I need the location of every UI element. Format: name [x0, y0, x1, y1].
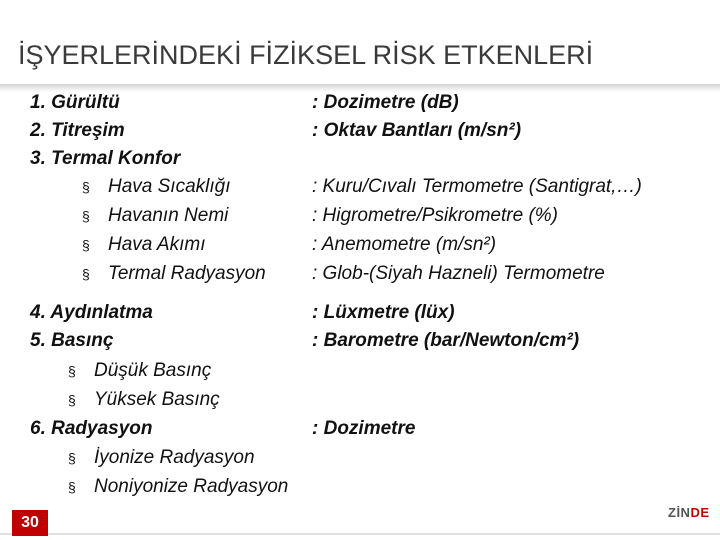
subitem-ionizing-radiation: § İyonize Radyasyon: [68, 447, 255, 468]
subitem-value-air-temperature: : Kuru/Cıvalı Termometre (Santigrat,…): [312, 176, 642, 197]
bullet-icon: §: [68, 363, 76, 379]
subitem-air-humidity: § Havanın Nemi: [82, 205, 229, 226]
item-value-pressure: : Barometre (bar/Newton/cm²): [312, 330, 580, 351]
item-value-lighting: : Lüxmetre (lüx): [312, 302, 455, 323]
subitem-value-thermal-radiation: : Glob-(Siyah Hazneli) Termometre: [312, 263, 605, 284]
bullet-icon: §: [68, 450, 76, 466]
item-label-vibration: 2. Titreşim: [30, 120, 125, 141]
bullet-icon: §: [82, 208, 90, 224]
item-value-vibration: : Oktav Bantları (m/sn²): [312, 120, 522, 141]
subitem-value-air-humidity: : Higrometre/Psikrometre (%): [312, 205, 558, 226]
subitem-low-pressure: § Düşük Basınç: [68, 360, 212, 381]
slide-title: İŞYERLERİNDEKİ FİZİKSEL RİSK ETKENLERİ: [18, 40, 594, 70]
item-label-radiation: 6. Radyasyon: [30, 418, 153, 439]
item-label-pressure: 5. Basınç: [30, 330, 114, 351]
item-value-noise: : Dozimetre (dB): [312, 92, 459, 113]
brand-logo: ZİNDE: [668, 505, 710, 520]
title-underline: [0, 84, 720, 92]
subitem-nonionizing-radiation: § Noniyonize Radyasyon: [68, 476, 289, 497]
item-label-lighting: 4. Aydınlatma: [30, 302, 153, 323]
bullet-icon: §: [82, 179, 90, 195]
subitem-air-flow: § Hava Akımı: [82, 234, 206, 255]
page-number: 30: [12, 510, 48, 536]
subitem-high-pressure: § Yüksek Basınç: [68, 389, 220, 410]
footer-rule: [0, 533, 720, 535]
item-label-noise: 1. Gürültü: [30, 92, 120, 113]
item-label-thermal-comfort: 3. Termal Konfor: [30, 148, 181, 169]
item-value-radiation: : Dozimetre: [312, 418, 416, 439]
bullet-icon: §: [82, 237, 90, 253]
bullet-icon: §: [82, 266, 90, 282]
bullet-icon: §: [68, 392, 76, 408]
bullet-icon: §: [68, 479, 76, 495]
subitem-air-temperature: § Hava Sıcaklığı: [82, 176, 231, 197]
subitem-value-air-flow: : Anemometre (m/sn²): [312, 234, 497, 255]
subitem-thermal-radiation: § Termal Radyasyon: [82, 263, 266, 284]
